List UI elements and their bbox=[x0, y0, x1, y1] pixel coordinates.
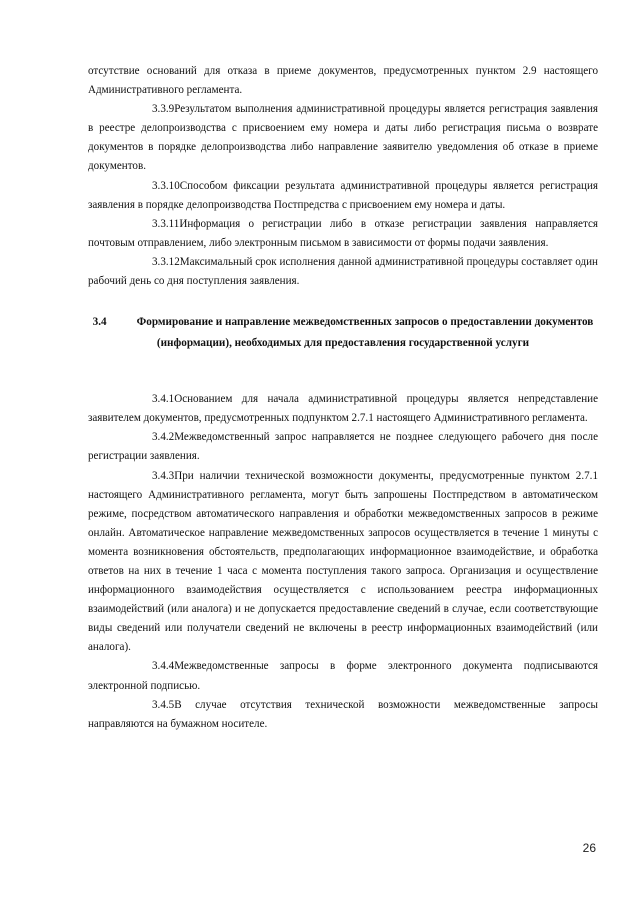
paragraph-number: 3.3.11 bbox=[152, 217, 180, 230]
section-title: Формирование и направление межведомственных запросов о предоставлении документов (информации), необходимых для предоставления государственной услуги bbox=[136, 316, 594, 350]
paragraph-text: отсутствие оснований для отказа в приеме документов, предусмотренных пунктом 2.9 настоящего Административного регламента. bbox=[88, 65, 598, 97]
paragraph-3-3-10 bbox=[88, 177, 598, 215]
paragraph-number: 3.4.2 bbox=[152, 431, 175, 444]
paragraph-3-4-2 bbox=[88, 428, 598, 466]
paragraph-3-4-5 bbox=[88, 696, 598, 734]
paragraph-text: Максимальный срок исполнения данной административной процедуры составляет один рабочий день со дня поступления заявления. bbox=[88, 255, 598, 288]
paragraph-text: Основанием для начала административной процедуры является непредставление заявителем документов, предусмотренных подпунктом 2.7.1 настоящего Административного регламента. bbox=[88, 393, 598, 425]
paragraph-text: В случае отсутствия технической возможности межведомственные запросы направляются на бумажном носителе. bbox=[88, 698, 598, 730]
paragraph-number: 3.3.12 bbox=[152, 255, 180, 268]
paragraph-text: Межведомственный запрос направляется не позднее следующего рабочего дня после регистрации заявления. bbox=[88, 431, 598, 463]
paragraph-text: При наличии технической возможности документы, предусмотренные пунктом 2.7.1 настоящего Административного регламента, могут быть запрошены Постпредством в автоматическом режиме, посредством автоматического направления и обработки межведомственных запросов в режиме онлайн. Автоматическое направление межведомственных запросов осуществляется в течение 1 минуты с момента возникновения обстоятельств, предполагающих информационное взаимодействие, и обработка ответов на них в течение 1 часа с момента поступления такого запроса. Организация и осуществление информационного взаимодействия осуществляется с использованием реестра информационных взаимодействий (или аналога) и не допускается предоставление сведений в случае, если соответствующие виды сведений или получатели сведений не включены в реестр информационных взаимодействий (или аналога). bbox=[88, 469, 598, 654]
section-heading bbox=[88, 312, 598, 354]
paragraph-3-3-11 bbox=[88, 215, 598, 253]
paragraph-continuation bbox=[88, 62, 598, 100]
paragraph-3-4-1 bbox=[88, 390, 598, 428]
paragraph-3-3-9 bbox=[88, 100, 598, 176]
paragraph-number: 3.4.5 bbox=[152, 698, 175, 711]
paragraph-text: Информация о регистрации либо в отказе регистрации заявления направляется почтовым отправлением, либо электронным письмом в зависимости от формы подачи заявления. bbox=[88, 217, 598, 249]
paragraph-number: 3.3.9 bbox=[152, 103, 175, 116]
paragraph-text: Результатом выполнения административной процедуры является регистрация заявления в реестре делопроизводства с присвоением ему номера и даты либо регистрация письма о возврате документов в порядке делопроизводства либо направление заявителю уведомления об отказе в приеме документов. bbox=[88, 103, 598, 173]
paragraph-text: Способом фиксации результата административной процедуры является регистрация заявления в порядке делопроизводства Постпредства с присвоением ему номера и даты. bbox=[88, 179, 598, 211]
paragraph-text: Межведомственные запросы в форме электронного документа подписываются электронной подписью. bbox=[88, 660, 598, 692]
paragraph-number: 3.3.10 bbox=[152, 179, 180, 192]
page-number: 26 bbox=[582, 841, 596, 855]
paragraph-3-4-3 bbox=[88, 467, 598, 658]
paragraph-3-4-4 bbox=[88, 657, 598, 695]
paragraph-number: 3.4.1 bbox=[152, 393, 175, 406]
paragraph-3-3-12 bbox=[88, 253, 598, 291]
section-number: 3.4 bbox=[92, 316, 107, 329]
paragraph-number: 3.4.3 bbox=[152, 469, 175, 482]
paragraph-number: 3.4.4 bbox=[152, 660, 175, 673]
page-content bbox=[88, 62, 598, 734]
